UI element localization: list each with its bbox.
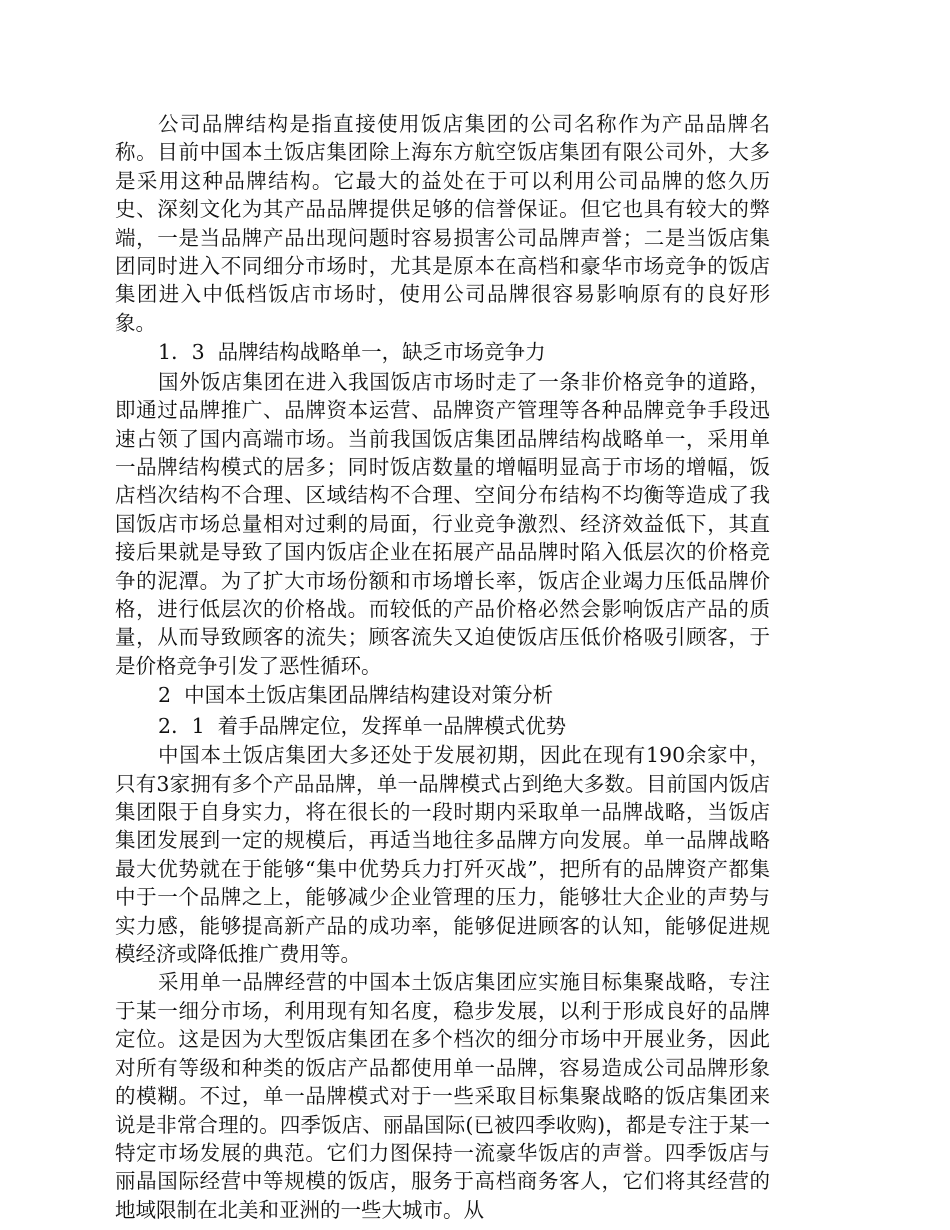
section-heading-2-1: 2．1 着手品牌定位，发挥单一品牌模式优势: [158, 713, 567, 738]
paragraph-target-focus-strategy: 采用单一品牌经营的中国本土饭店集团应实施目标集聚战略，专注于某一细分市场，利用现有知名度，稳步发展，以利于形成良好的品牌定位。这是因为大型饭店集团在多个档次的细分市场中开展业务，因此对所有等级和种类的饭店产品都使用单一品牌，容易造成公司品牌形象的模糊。不过，单一品牌模式对于一些采取目标集聚战略的饭店集团来说是非常合理的。四季饭店、丽晶国际(已被四季收购)，都是专注于某一特定市场发展的典范。它们力图保持一流豪华饭店的声誉。四季饭店与丽晶国际经营中等规模的饭店，服务于高档商务客人，它们将其经营的地域限制在北美和亚洲的一些大城市。从: [115, 970, 770, 1222]
section-heading-1-3: 1．3 品牌结构战略单一，缺乏市场竞争力: [158, 340, 546, 365]
section-heading-2: 2 中国本土饭店集团品牌结构建设对策分析: [158, 683, 554, 708]
paragraph-company-brand-structure: 公司品牌结构是指直接使用饭店集团的公司名称作为产品品牌名称。目前中国本土饭店集团除上海东方航空饭店集团有限公司外，大多是采用这种品牌结构。它最大的益处在于可以利用公司品牌的悠久历史、深刻文化为其产品品牌提供足够的信誉保证。但它也具有较大的弊端，一是当品牌产品出现问题时容易损害公司品牌声誉；二是当饭店集团同时进入不同细分市场时，尤其是原本在高档和豪华市场竞争的饭店集团进入中低档饭店市场时，使用公司品牌很容易影响原有的良好形象。: [115, 112, 770, 335]
document-body: [115, 110, 770, 1224]
paragraph-foreign-hotel-groups: 国外饭店集团在进入我国饭店市场时走了一条非价格竞争的道路，即通过品牌推广、品牌资本运营、品牌资产管理等各种品牌竞争手段迅速占领了国内高端市场。当前我国饭店集团品牌结构战略单一，采用单一品牌结构模式的居多；同时饭店数量的增幅明显高于市场的增幅，饭店档次结构不合理、区域结构不合理、空间分布结构不均衡等造成了我国饭店市场总量相对过剩的局面，行业竞争激烈、经济效益低下，其直接后果就是导致了国内饭店企业在拓展产品品牌时陷入低层次的价格竞争的泥潭。为了扩大市场份额和市场增长率，饭店企业竭力压低品牌价格，进行低层次的价格战。而较低的产品价格必然会影响饭店产品的质量，从而导致顾客的流失；顾客流失又迫使饭店压低价格吸引顾客，于是价格竞争引发了恶性循环。: [115, 369, 770, 678]
paragraph-single-brand-advantage: 中国本土饭店集团大多还处于发展初期，因此在现有190余家中，只有3家拥有多个产品品牌，单一品牌模式占到绝大多数。目前国内饭店集团限于自身实力，将在很长的一段时期内采取单一品牌战略，当饭店集团发展到一定的规模后，再适当地往多品牌方向发展。单一品牌战略最大优势就在于能够“集中优势兵力打歼灭战”，把所有的品牌资产都集中于一个品牌之上，能够减少企业管理的压力，能够壮大企业的声势与实力感，能够提高新产品的成功率，能够促进顾客的认知，能够促进规模经济或降低推广费用等。: [115, 743, 770, 967]
